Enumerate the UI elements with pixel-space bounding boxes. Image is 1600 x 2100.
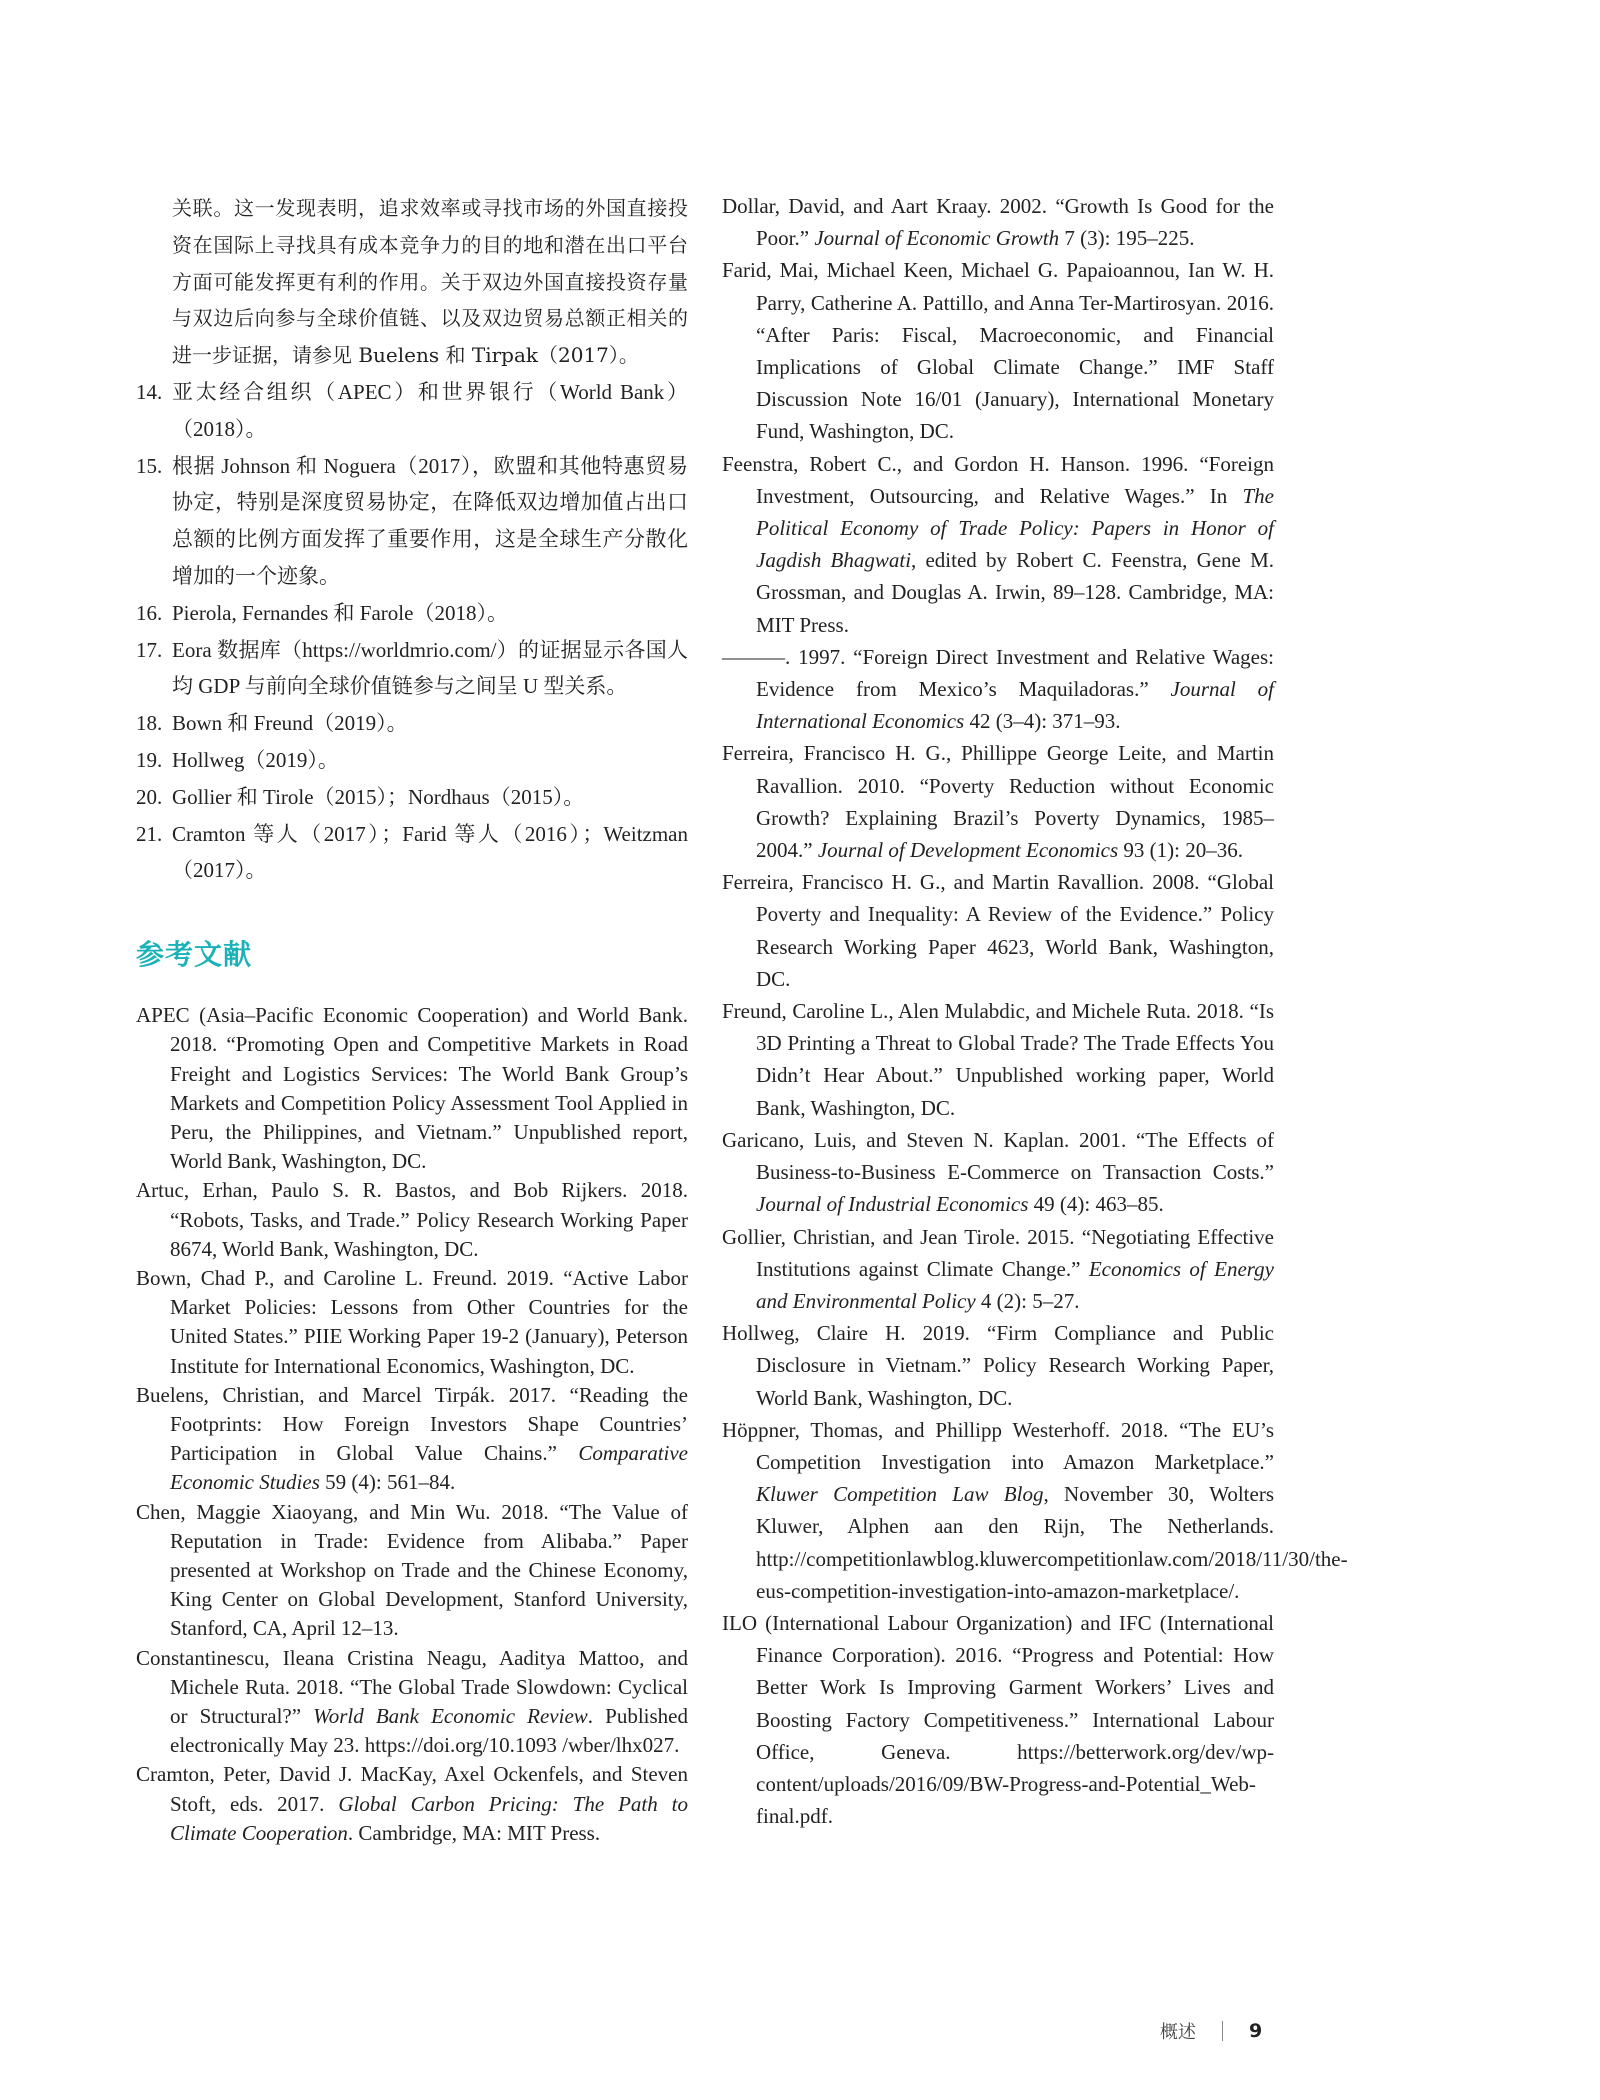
- reference-entry: [136, 1176, 688, 1264]
- endnote-text: Hollweg（2019）。: [172, 747, 339, 772]
- right-column: [722, 190, 1348, 1832]
- page-number: 9: [1249, 2020, 1263, 2042]
- endnote-number: 16.: [136, 600, 163, 625]
- endnote: [136, 742, 688, 779]
- reference-italic: Journal of Industrial Economics: [756, 1192, 1029, 1217]
- reference-text: APEC (Asia–Pacific Economic Cooperation) and World Bank. 2018. “Promoting Open and Competitive Markets in Road Freight and Logistics Services: The World Bank Group’s Markets and Competition Policy Assessment Tool Applied in Peru, the Philippines, and Vietnam.” Unpublished report, World Bank, Washington, DC.: [136, 1003, 688, 1174]
- references-left-list: [136, 1001, 688, 1848]
- endnote-number: 14.: [136, 379, 163, 404]
- endnote-number: 19.: [136, 747, 163, 772]
- reference-entry: [722, 190, 1274, 254]
- reference-text: Farid, Mai, Michael Keen, Michael G. Papaioannou, Ian W. H. Parry, Catherine A. Pattillo, and Anna Ter-Martirosyan. 2016. “After Paris: Fiscal, Macroeconomic, and Financial Implications of Global Climate Change.” IMF Staff Discussion Note 16/01 (January), International Monetary Fund, Washington, DC.: [722, 258, 1274, 444]
- endnote-text: Cramton 等人（2017）；Farid 等人（2016）；Weitzman（2017）。: [172, 821, 688, 883]
- reference-text: Hollweg, Claire H. 2019. “Firm Compliance and Public Disclosure in Vietnam.” Policy Research Working Paper, World Bank, Washington, DC.: [722, 1321, 1274, 1410]
- reference-entry: [136, 1498, 688, 1644]
- endnote: [136, 816, 688, 890]
- reference-italic: Journal of International Economics: [756, 677, 1274, 734]
- endnote-text: Pierola, Fernandes 和 Farole（2018）。: [172, 600, 508, 625]
- reference-entry: [136, 1264, 688, 1381]
- reference-entry: [722, 995, 1274, 1124]
- endnote-number: 17.: [136, 637, 163, 662]
- reference-italic: Economics of Energy and Environmental Policy: [756, 1256, 1274, 1313]
- reference-text: ILO (International Labour Organization) and IFC (International Finance Corporation). 2016. “Progress and Potential: How Better Work Is Improving Garment Workers’ Lives and Boosting Factory Competitiveness.” International Labour Office, Geneva. https://betterwork.org/dev/wp-content/uploads/2016/09/BW-Progress-and-Potential_Web-final.pdf.: [722, 1610, 1274, 1829]
- reference-entry: [722, 1221, 1274, 1318]
- footer-section-title: 概述: [1160, 2022, 1196, 2043]
- reference-entry: [722, 1317, 1274, 1414]
- reference-entry: [722, 737, 1274, 866]
- references-heading: 参考文献: [136, 938, 253, 972]
- reference-entry: [136, 1644, 688, 1761]
- reference-italic: World Bank Economic Review: [313, 1704, 588, 1729]
- endnote-number: 18.: [136, 711, 163, 736]
- reference-text: Garicano, Luis, and Steven N. Kaplan. 2001. “The Effects of Business-to-Business E-Commerce on Transaction Costs.”: [722, 1127, 1274, 1185]
- reference-text-after: 7 (3): 195–225.: [1059, 226, 1195, 251]
- reference-entry: [722, 866, 1274, 995]
- reference-entry: [722, 641, 1274, 738]
- endnote-text: 亚太经合组织（APEC）和世界银行（World Bank）（2018）。: [172, 379, 688, 441]
- reference-text-after: 42 (3–4): 371–93.: [964, 709, 1121, 734]
- reference-text-after: , November 30, Wolters Kluwer, Alphen aan den Rijn, The Netherlands. http://competitionlawblog.kluwercompetitionlaw.com/2018/11/30/the-eus-competition-investigation-into-amazon-marketplace/.: [756, 1482, 1348, 1603]
- endnote-number: 15.: [136, 453, 163, 478]
- reference-text: Cramton, Peter, David J. MacKay, Axel Ockenfels, and Steven Stoft, eds. 2017.: [136, 1762, 688, 1816]
- reference-italic: Comparative Economic Studies: [170, 1441, 688, 1495]
- reference-text-after: 4 (2): 5–27.: [975, 1288, 1080, 1313]
- reference-text: Bown, Chad P., and Caroline L. Freund. 2019. “Active Labor Market Policies: Lessons from Other Countries for the United States.” PIIE Working Paper 19-2 (January), Peterson Institute for International Economics, Washington, DC.: [136, 1265, 688, 1378]
- endnote-text: Eora 数据库（https://worldmrio.com/）的证据显示各国人均 GDP 与前向全球价值链参与之间呈 U 型关系。: [172, 637, 688, 699]
- reference-text-after: 93 (1): 20–36.: [1118, 838, 1243, 863]
- reference-text: Gollier, Christian, and Jean Tirole. 2015. “Negotiating Effective Institutions against Climate Change.”: [722, 1224, 1274, 1281]
- reference-text-after: , edited by Robert C. Feenstra, Gene M. Grossman, and Douglas A. Irwin, 89–128. Cambridge, MA: MIT Press.: [756, 548, 1274, 637]
- reference-text: Buelens, Christian, and Marcel Tirpák. 2017. “Reading the Footprints: How Foreign Investors Shape Countries’ Participation in Global Value Chains.”: [136, 1382, 688, 1466]
- endnote: [136, 632, 688, 706]
- reference-text: Ferreira, Francisco H. G., Phillippe George Leite, and Martin Ravallion. 2010. “Poverty Reduction without Economic Growth? Explaining Brazil’s Poverty Dynamics, 1985–2004.”: [722, 741, 1274, 863]
- reference-text: Feenstra, Robert C., and Gordon H. Hanson. 1996. “Foreign Investment, Outsourcing, and Relative Wages.” In: [722, 451, 1274, 508]
- endnote: [136, 779, 688, 816]
- reference-entry: [722, 448, 1274, 641]
- reference-entry: [722, 1607, 1274, 1832]
- endnote: [136, 705, 688, 742]
- reference-italic: Journal of Economic Growth: [814, 226, 1060, 251]
- reference-italic: Kluwer Competition Law Blog: [756, 1482, 1044, 1507]
- endnote-text: Gollier 和 Tirole（2015）；Nordhaus（2015）。: [172, 784, 585, 809]
- endnote-number: 21.: [136, 821, 163, 846]
- footer-divider: [1222, 2021, 1223, 2041]
- reference-italic: The Political Economy of Trade Policy: Papers in Honor of Jagdish Bhagwati: [756, 483, 1274, 573]
- endnote: [136, 448, 688, 595]
- reference-text: ———. 1997. “Foreign Direct Investment and Relative Wages: Evidence from Mexico’s Maquiladoras.”: [722, 644, 1274, 702]
- reference-text-after: . Published electronically May 23. https://doi.org/10.1093 /wber/lhx027.: [170, 1704, 688, 1758]
- endnote: [136, 374, 688, 448]
- reference-text-after: . Cambridge, MA: MIT Press.: [347, 1820, 601, 1845]
- reference-text: Chen, Maggie Xiaoyang, and Min Wu. 2018. “The Value of Reputation in Trade: Evidence from Alibaba.” Paper presented at Workshop on Trade and the Chinese Economy, King Center on Global Development, Stanford University, Stanford, CA, April 12–13.: [136, 1499, 688, 1641]
- endnote: [136, 595, 688, 632]
- left-column: [136, 190, 688, 1848]
- page-footer: [1160, 2018, 1262, 2044]
- reference-text: Artuc, Erhan, Paulo S. R. Bastos, and Bob Rijkers. 2018. “Robots, Tasks, and Trade.” Policy Research Working Paper 8674, World Bank, Washington, DC.: [136, 1178, 688, 1261]
- reference-text: Constantinescu, Ileana Cristina Neagu, Aaditya Mattoo, and Michele Ruta. 2018. “The Global Trade Slowdown: Cyclical or Structural?”: [136, 1645, 688, 1729]
- endnote-text: Bown 和 Freund（2019）。: [172, 711, 408, 736]
- reference-entry: [722, 1124, 1274, 1221]
- reference-italic: Global Carbon Pricing: The Path to Climate Cooperation: [170, 1791, 688, 1845]
- reference-entry: [722, 1414, 1348, 1607]
- note-13-continuation: 关联。这一发现表明，追求效率或寻找市场的外国直接投资在国际上寻找具有成本竞争力的目的地和潜在出口平台方面可能发挥更有利的作用。关于双边外国直接投资存量与双边后向参与全球价值链、以及双边贸易总额正相关的进一步证据，请参见 Buelens 和 Tirpak（2017）。: [172, 196, 688, 368]
- references-right-list: [722, 190, 1348, 1832]
- endnote-text: 根据 Johnson 和 Noguera（2017），欧盟和其他特惠贸易协定，特别是深度贸易协定，在降低双边增加值占出口总额的比例方面发挥了重要作用，这是全球生产分散化增加的一个迹象。: [172, 453, 688, 588]
- reference-text-after: 49 (4): 463–85.: [1028, 1192, 1164, 1217]
- reference-text: Freund, Caroline L., Alen Mulabdic, and Michele Ruta. 2018. “Is 3D Printing a Threat to Global Trade? The Trade Effects You Didn’t Hear About.” Unpublished working paper, World Bank, Washington, DC.: [722, 999, 1274, 1120]
- reference-text: Ferreira, Francisco H. G., and Martin Ravallion. 2008. “Global Poverty and Inequality: A Review of the Evidence.” Policy Research Working Paper 4623, World Bank, Washington, DC.: [722, 870, 1274, 991]
- reference-entry: [722, 254, 1274, 447]
- endnote-number: 20.: [136, 784, 163, 809]
- reference-italic: Journal of Development Economics: [817, 838, 1119, 863]
- reference-text-after: 59 (4): 561–84.: [319, 1470, 456, 1495]
- reference-text: Höppner, Thomas, and Phillipp Westerhoff. 2018. “The EU’s Competition Investigation into Amazon Marketplace.”: [722, 1417, 1274, 1474]
- endnotes-list: [136, 374, 688, 889]
- reference-text: Dollar, David, and Aart Kraay. 2002. “Growth Is Good for the Poor.”: [722, 194, 1274, 251]
- reference-entry: [136, 1760, 688, 1848]
- reference-entry: [136, 1381, 688, 1498]
- reference-entry: [136, 1001, 688, 1176]
